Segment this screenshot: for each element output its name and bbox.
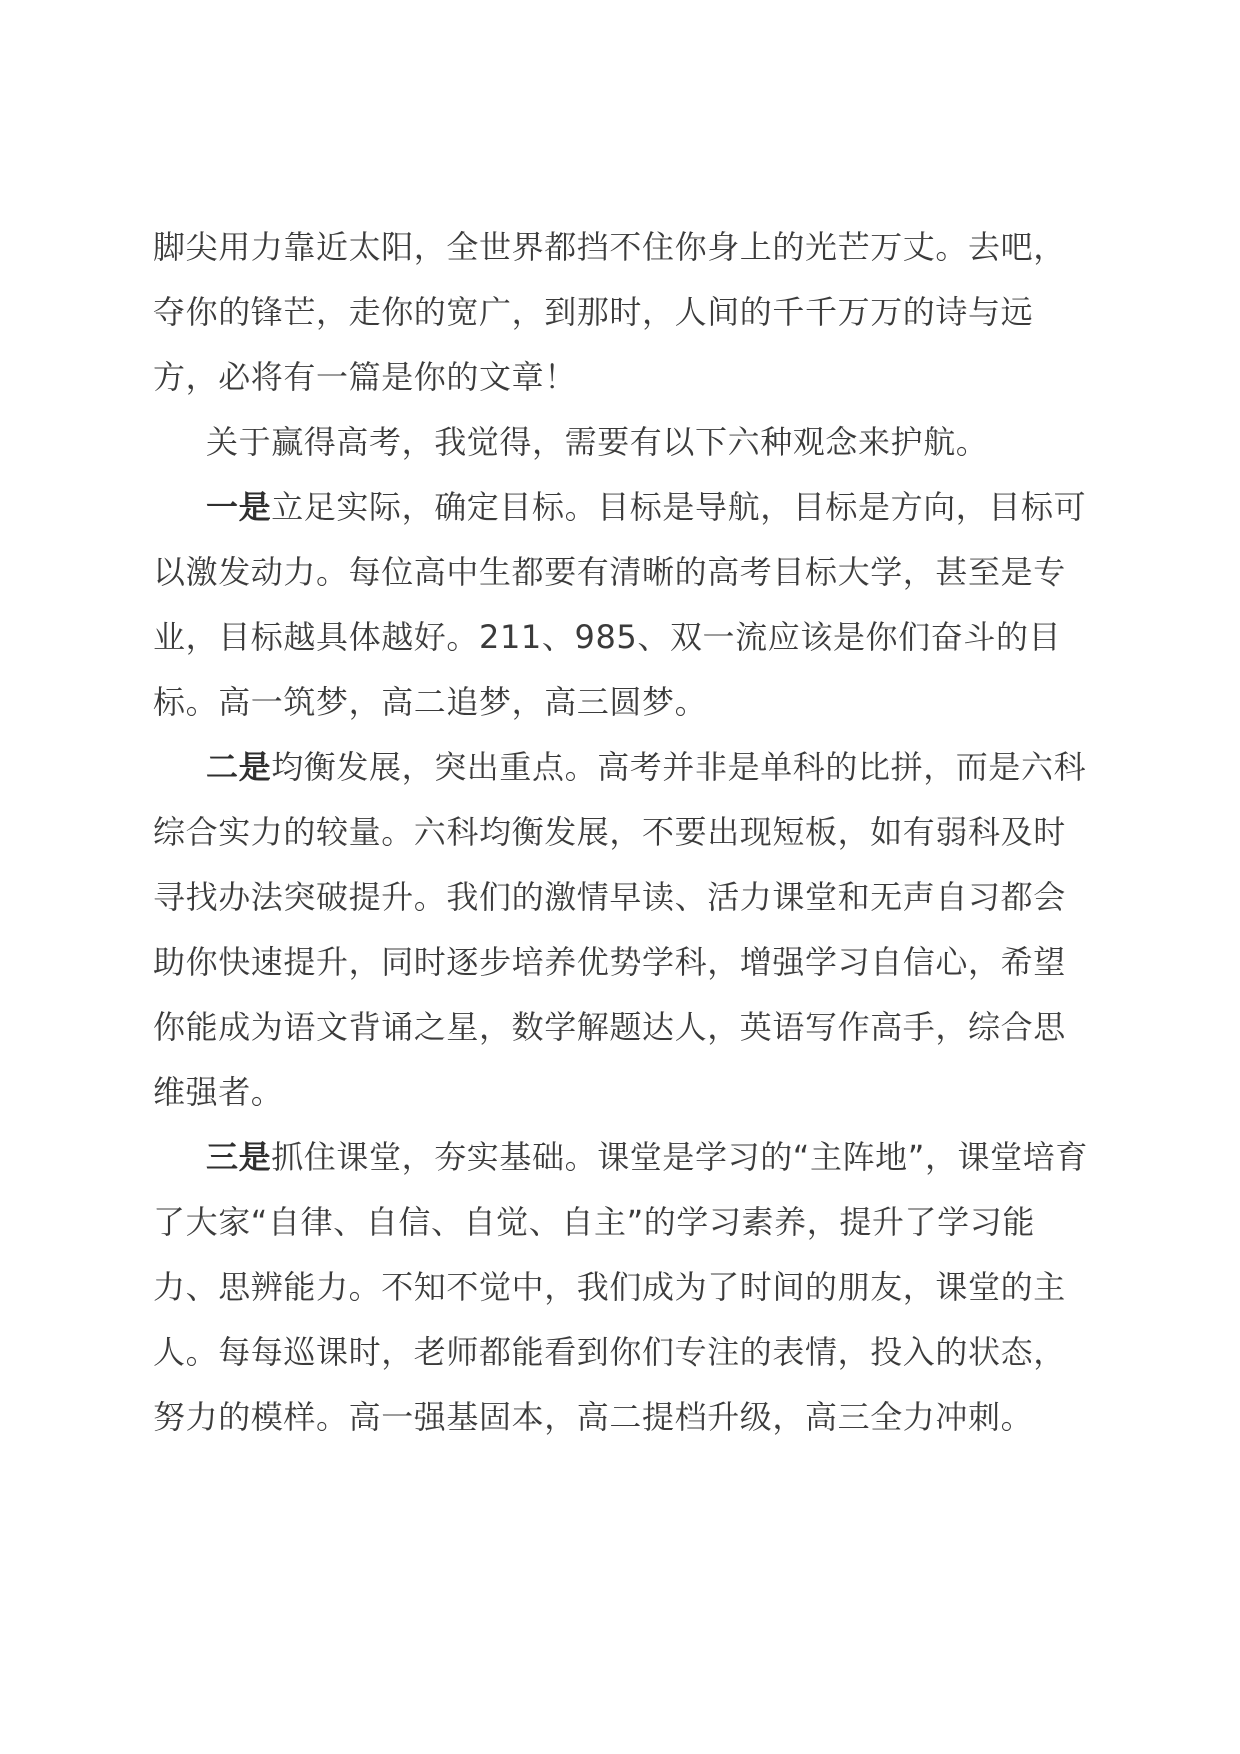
paragraph-continuation: [153, 215, 1093, 410]
paragraph-text: 抓住课堂，夯实基础。课堂是学习的“主阵地”，课堂培育了大家“自律、自信、自觉、自主”的学习素养，提升了学习能力、思辨能力。不知不觉中，我们成为了时间的朋友，课堂的主人。每每巡课时，老师都能看到你们专注的表情，投入的状态，努力的模样。高一强基固本，高二提档升级，高三全力冲刺。: [153, 1138, 1088, 1436]
paragraph-point-two: [153, 735, 1093, 1125]
paragraph-point-three: [153, 1125, 1093, 1450]
paragraph-text: 脚尖用力靠近太阳，全世界都挡不住你身上的光芒万丈。去吧，夺你的锋芒，走你的宽广，到那时，人间的千千万万的诗与远方，必将有一篇是你的文章！: [153, 228, 1066, 396]
paragraph-lead: 三是: [206, 1138, 272, 1176]
paragraph-text: 立足实际，确定目标。目标是导航，目标是方向，目标可以激发动力。每位高中生都要有清晰的高考目标大学，甚至是专业，目标越具体越好。211、985、双一流应该是你们奋斗的目标。高一筑梦，高二追梦，高三圆梦。: [153, 488, 1087, 721]
paragraph-lead: 二是: [206, 748, 272, 786]
paragraph-text: 关于赢得高考，我觉得，需要有以下六种观念来护航。: [206, 423, 989, 461]
document-body: [153, 215, 1093, 1450]
paragraph-text: 均衡发展，突出重点。高考并非是单科的比拼，而是六科综合实力的较量。六科均衡发展，不要出现短板，如有弱科及时寻找办法突破提升。我们的激情早读、活力课堂和无声自习都会助你快速提升，同时逐步培养优势学科，增强学习自信心，希望你能成为语文背诵之星，数学解题达人，英语写作高手，综合思维强者。: [153, 748, 1087, 1111]
paragraph-point-one: [153, 475, 1093, 735]
paragraph-lead: 一是: [206, 488, 272, 526]
paragraph-intro: [153, 410, 1093, 475]
